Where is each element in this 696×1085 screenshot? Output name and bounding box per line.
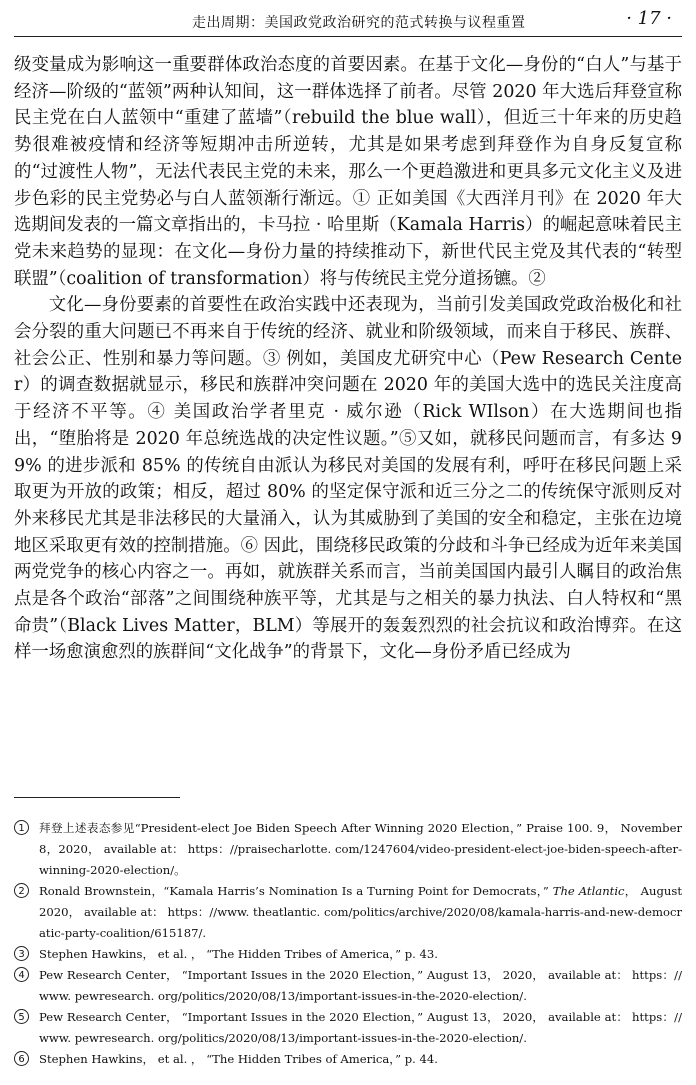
footnote-marker: 5	[14, 1009, 29, 1024]
footnote-text: Pew Research Center， “Important Issues in the 2020 Election，” August 13， 2020， available at： https：//www. pewresearch. org/politics/2020/08/13/important-issues-in-the-2020-election/.	[39, 968, 682, 1003]
footnote	[14, 881, 682, 944]
footnote-text: Pew Research Center， “Important Issues in the 2020 Election，” August 13， 2020， available at： https：//www. pewresearch. org/politics/2020/08/13/important-issues-in-the-2020-election/.	[39, 1010, 682, 1045]
body-paragraph: 级变量成为影响这一重要群体政治态度的首要因素。在基于文化—身份的“白人”与基于经济—阶级的“蓝领”两种认知间，这一群体选择了前者。尽管 2020 年大选后拜登宣称民主党在白人蓝领中“重建了蓝墙”（rebuild the blue wall），但近三十年来的历史趋势很难被疫情和经济等短期冲击所逆转，尤其是如果考虑到拜登作为自身反复宣称的“过渡性人物”，无法代表民主党的未来，那么一个更趋激进和更具多元文化主义及进步色彩的民主党势必与白人蓝领渐行渐远。① 正如美国《大西洋月刊》在 2020 年大选期间发表的一篇文章指出的，卡马拉 · 哈里斯（Kamala Harris）的崛起意味着民主党未来趋势的显现：在文化—身份力量的持续推动下，新世代民主党及其代表的“转型联盟”（coalition of transformation）将与传统民主党分道扬镳。②	[14, 55, 682, 289]
footnote	[14, 1007, 682, 1049]
footnote	[14, 965, 682, 1007]
footnote-text-part: ， August 2020， available at： https：//www. theatlantic. com/politics/archive/2020/08/kamala-harris-and-new-democratic-party-coalition/615187/.	[39, 884, 682, 940]
footnote-separator	[14, 797, 180, 798]
footnote-marker: 2	[14, 883, 29, 898]
footnote-text: 拜登上述表态参见“President-elect Joe Biden Speech After Winning 2020 Election，” Praise 100. 9， November 8，2020， available at： https：//praisecharlotte. com/1247604/video-president-elect-joe-biden-speech-after-winning-2020-election/。	[39, 821, 682, 877]
footnote-text: Stephen Hawkins， et al. ， “The Hidden Tribes of America，” p. 44.	[39, 1052, 438, 1066]
footnote-text-part: Ronald Brownstein，“Kamala Harris’s Nomination Is a Turning Point for Democrats，”	[39, 884, 553, 898]
footnote-marker: 4	[14, 967, 29, 982]
journal-title: The Atlantic	[552, 884, 625, 898]
page-number: · 17 ·	[626, 8, 672, 29]
footnotes	[14, 818, 682, 1070]
footnote-marker: 3	[14, 946, 29, 961]
footnote-text: Stephen Hawkins， et al. ， “The Hidden Tribes of America，” p. 43.	[39, 947, 438, 961]
body-paragraph: 文化—身份要素的首要性在政治实践中还表现为，当前引发美国政党政治极化和社会分裂的重大问题已不再来自于传统的经济、就业和阶级领域，而来自于移民、族群、社会公正、性别和暴力等问题。③ 例如，美国皮尤研究中心（Pew Research Center）的调查数据就显示，移民和族群冲突问题在 2020 年的美国大选中的选民关注度高于经济不平等。④ 美国政治学者里克 · 威尔逊（Rick WIlson）在大选期间也指出，“堕胎将是 2020 年总统选战的决定性议题。”⑤又如，就移民问题而言，有多达 99% 的进步派和 85% 的传统自由派认为移民对美国的发展有利，呼吁在移民问题上采取更为开放的政策；相反，超过 80% 的坚定保守派和近三分之二的传统保守派则反对外来移民尤其是非法移民的大量涌入，认为其威胁到了美国的安全和稳定，主张在边境地区采取更有效的控制措施。⑥ 因此，围绕移民政策的分歧和斗争已经成为近年来美国两党党争的核心内容之一。再如，就族群关系而言，当前美国国内最引人瞩目的政治焦点是各个政治“部落”之间围绕种族平等，尤其是与之相关的暴力执法、白人特权和“黑命贵”（Black Lives Matter，BLM）等展开的轰轰烈烈的社会抗议和政治博弈。在这样一场愈演愈烈的族群间“文化战争”的背景下，文化—身份矛盾已经成为	[14, 295, 682, 663]
body-text	[14, 52, 682, 666]
footnote-marker: 6	[14, 1051, 29, 1066]
footnote	[14, 1049, 682, 1070]
footnote-marker: 1	[14, 820, 29, 835]
footnote-text	[39, 881, 682, 944]
running-title: 走出周期：美国政党政治研究的范式转换与议程重置	[192, 15, 526, 31]
page-header	[14, 6, 682, 37]
footnote	[14, 818, 682, 881]
footnote	[14, 944, 682, 965]
